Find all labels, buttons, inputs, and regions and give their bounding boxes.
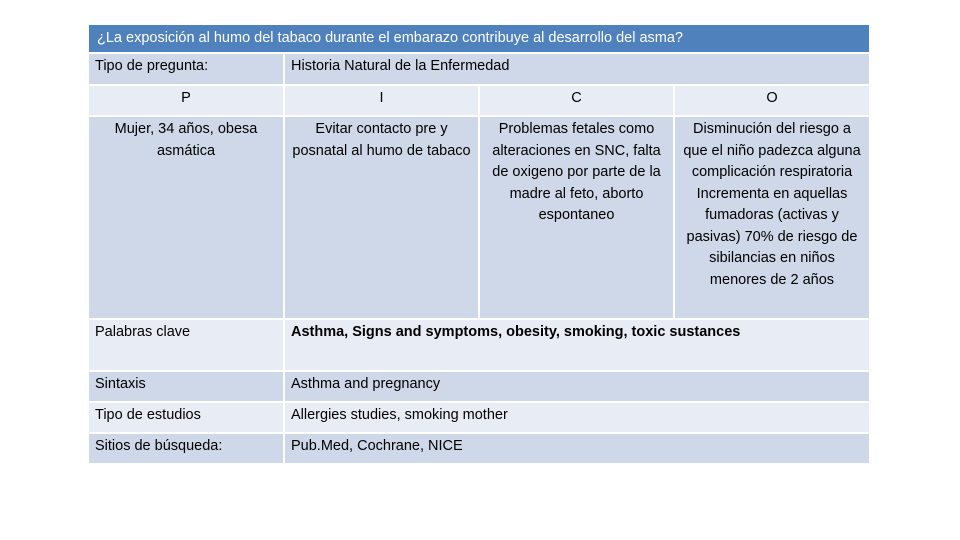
pico-value-p: Mujer, 34 años, obesa asmática: [89, 117, 283, 318]
syntax-label: Sintaxis: [89, 372, 283, 401]
search-sites-label: Sitios de búsqueda:: [89, 434, 283, 463]
question-type-label: Tipo de pregunta:: [89, 54, 283, 84]
pico-header-c: C: [478, 86, 673, 115]
pico-value-o: Disminución del riesgo a que el niño padezca alguna complicación respiratoria Incrementa en aquellas fumadoras (activas y pasivas) 70% de riesgo de sibilancias en niños menores de 2 años: [673, 117, 869, 318]
search-sites-value: Pub.Med, Cochrane, NICE: [283, 434, 869, 463]
pico-header-i: I: [283, 86, 478, 115]
question-header: ¿La exposición al humo del tabaco durante el embarazo contribuye al desarrollo del asma?: [89, 25, 869, 52]
keywords-value: Asthma, Signs and symptoms, obesity, smoking, toxic sustances: [283, 320, 869, 370]
keywords-label: Palabras clave: [89, 320, 283, 370]
pico-value-c: Problemas fetales como alteraciones en SNC, falta de oxigeno por parte de la madre al feto, aborto espontaneo: [478, 117, 673, 318]
study-type-value: Allergies studies, smoking mother: [283, 403, 869, 432]
pico-value-i: Evitar contacto pre y posnatal al humo de tabaco: [283, 117, 478, 318]
pico-header-o: O: [673, 86, 869, 115]
syntax-value: Asthma and pregnancy: [283, 372, 869, 401]
study-type-label: Tipo de estudios: [89, 403, 283, 432]
pico-table: [89, 25, 869, 463]
question-type-value: Historia Natural de la Enfermedad: [283, 54, 869, 84]
pico-header-p: P: [89, 86, 283, 115]
